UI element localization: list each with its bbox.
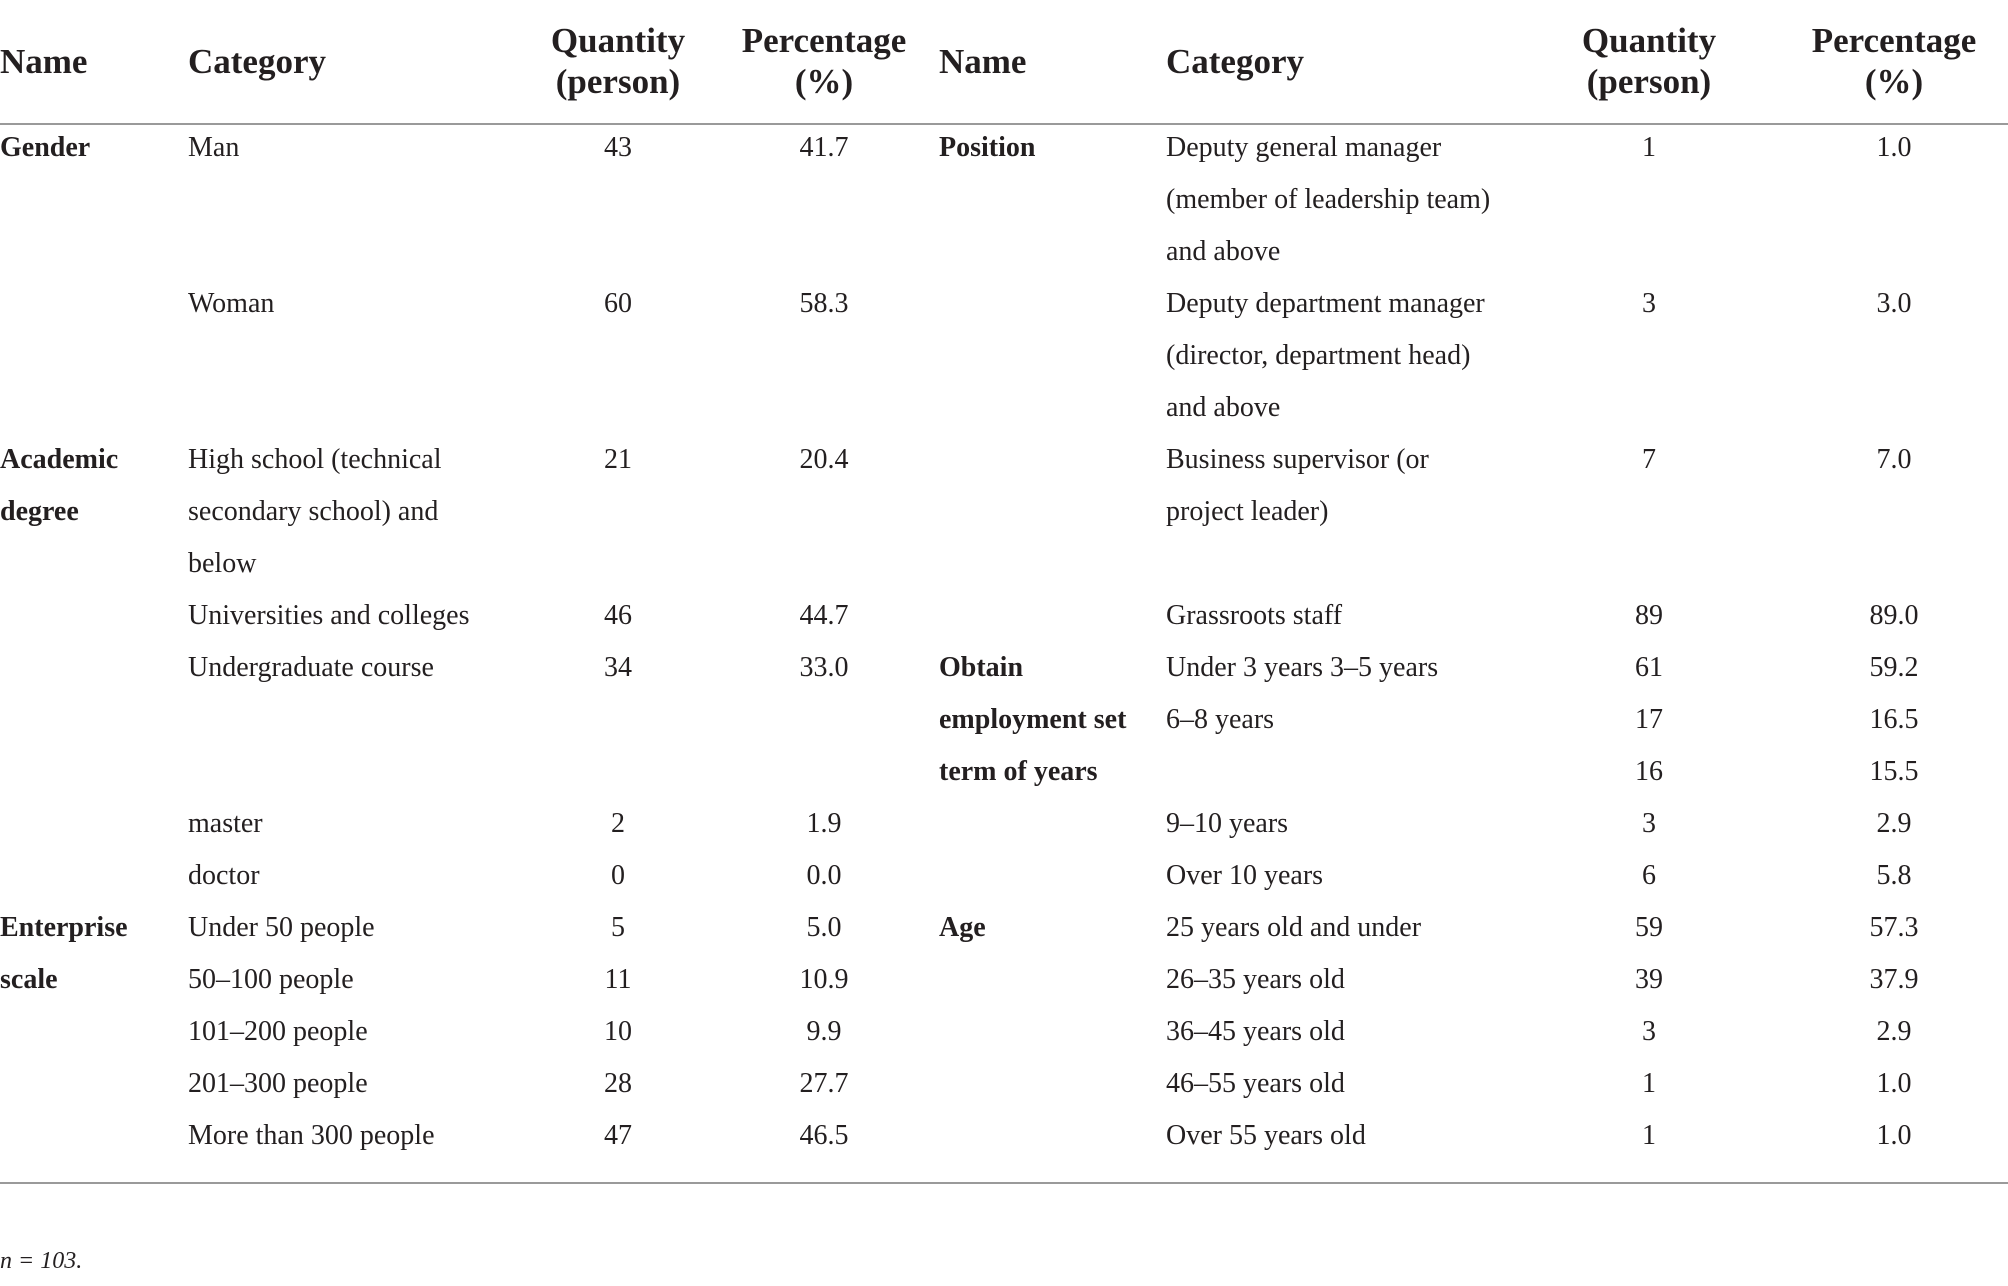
header-quantity-right xyxy=(1549,20,1749,102)
left-quantity-cell: 11 xyxy=(604,964,632,995)
left-category-cell: Universities and colleges xyxy=(188,600,470,631)
left-category-cell: 101–200 people xyxy=(188,1016,368,1047)
right-group-name: term of years xyxy=(939,756,1098,787)
header-percentage-left xyxy=(724,20,924,102)
right-category-cell: 36–45 years old xyxy=(1166,1016,1345,1047)
right-percentage-cell: 37.9 xyxy=(1869,964,1919,995)
left-quantity-cell: 21 xyxy=(604,444,632,475)
right-quantity-cell: 7 xyxy=(1642,444,1656,475)
header-percentage-right xyxy=(1780,20,2008,102)
left-quantity-cell: 34 xyxy=(604,652,632,683)
right-group-name: Age xyxy=(939,912,986,943)
right-percentage-cell: 1.0 xyxy=(1876,1068,1912,1099)
left-category-cell: secondary school) and xyxy=(188,496,439,527)
right-category-cell: Over 55 years old xyxy=(1166,1120,1366,1151)
left-quantity-cell: 46 xyxy=(604,600,632,631)
left-category-cell: 50–100 people xyxy=(188,964,354,995)
header-percentage-left-line1: Percentage xyxy=(741,21,907,60)
left-quantity-cell: 28 xyxy=(604,1068,632,1099)
right-percentage-cell: 2.9 xyxy=(1876,1016,1912,1047)
left-percentage-cell: 5.0 xyxy=(806,912,842,943)
left-percentage-cell: 58.3 xyxy=(799,288,849,319)
right-category-cell: and above xyxy=(1166,392,1281,423)
right-category-cell: and above xyxy=(1166,236,1281,267)
right-quantity-cell: 3 xyxy=(1642,288,1656,319)
left-percentage-cell: 9.9 xyxy=(806,1016,842,1047)
header-quantity-right-line1: Quantity xyxy=(1581,21,1717,60)
right-category-cell: 9–10 years xyxy=(1166,808,1289,839)
right-quantity-cell: 89 xyxy=(1635,600,1663,631)
right-quantity-cell: 39 xyxy=(1635,964,1663,995)
right-percentage-cell: 57.3 xyxy=(1869,912,1919,943)
right-percentage-cell: 7.0 xyxy=(1876,444,1912,475)
right-category-cell: 26–35 years old xyxy=(1166,964,1345,995)
left-category-cell: below xyxy=(188,548,257,579)
left-quantity-cell: 47 xyxy=(604,1120,632,1151)
left-quantity-cell: 5 xyxy=(611,912,625,943)
header-quantity-left-line1: Quantity xyxy=(550,21,686,60)
left-category-cell: Under 50 people xyxy=(188,912,375,943)
left-percentage-cell: 20.4 xyxy=(799,444,849,475)
right-group-name: employment set xyxy=(939,704,1127,735)
right-percentage-cell: 2.9 xyxy=(1876,808,1912,839)
right-quantity-cell: 59 xyxy=(1635,912,1663,943)
left-category-cell: Woman xyxy=(188,288,275,319)
left-group-name: Academic xyxy=(0,444,119,475)
left-category-cell: High school (technical xyxy=(188,444,442,475)
header-quantity-left-line2: (person) xyxy=(555,62,681,101)
right-category-cell: Under 3 years 3–5 years xyxy=(1166,652,1439,683)
header-name-right: Name xyxy=(939,42,1027,81)
right-percentage-cell: 59.2 xyxy=(1869,652,1919,683)
right-category-cell: 46–55 years old xyxy=(1166,1068,1345,1099)
left-percentage-cell: 0.0 xyxy=(806,860,842,891)
right-quantity-cell: 1 xyxy=(1642,1068,1656,1099)
right-quantity-cell: 17 xyxy=(1635,704,1663,735)
left-percentage-cell: 44.7 xyxy=(799,600,849,631)
right-quantity-cell: 6 xyxy=(1642,860,1656,891)
left-category-cell: doctor xyxy=(188,860,260,891)
right-group-name: Position xyxy=(939,132,1036,163)
right-category-cell: Business supervisor (or xyxy=(1166,444,1429,475)
left-percentage-cell: 10.9 xyxy=(799,964,849,995)
right-quantity-cell: 3 xyxy=(1642,808,1656,839)
right-percentage-cell: 3.0 xyxy=(1876,288,1912,319)
table-footnote: n = 103. xyxy=(0,1248,83,1274)
header-quantity-left xyxy=(518,20,718,102)
left-category-cell: More than 300 people xyxy=(188,1120,435,1151)
left-category-cell: Undergraduate course xyxy=(188,652,434,683)
bottom-rule xyxy=(0,1182,2008,1184)
right-quantity-cell: 16 xyxy=(1635,756,1663,787)
left-group-name: scale xyxy=(0,964,58,995)
right-percentage-cell: 16.5 xyxy=(1869,704,1919,735)
right-percentage-cell: 1.0 xyxy=(1876,132,1912,163)
right-category-cell: 6–8 years xyxy=(1166,704,1275,735)
left-quantity-cell: 0 xyxy=(611,860,625,891)
left-category-cell: 201–300 people xyxy=(188,1068,368,1099)
left-quantity-cell: 43 xyxy=(604,132,632,163)
left-percentage-cell: 33.0 xyxy=(799,652,849,683)
header-category-right: Category xyxy=(1166,42,1305,81)
header-name-left: Name xyxy=(0,42,88,81)
header-percentage-right-line1: Percentage xyxy=(1811,21,1977,60)
left-percentage-cell: 46.5 xyxy=(799,1120,849,1151)
left-category-cell: master xyxy=(188,808,263,839)
right-category-cell: Grassroots staff xyxy=(1166,600,1343,631)
right-group-name: Obtain xyxy=(939,652,1024,683)
left-quantity-cell: 2 xyxy=(611,808,625,839)
left-group-name: degree xyxy=(0,496,79,527)
right-quantity-cell: 1 xyxy=(1642,1120,1656,1151)
left-category-cell: Man xyxy=(188,132,240,163)
right-category-cell: (director, department head) xyxy=(1166,340,1471,371)
left-quantity-cell: 60 xyxy=(604,288,632,319)
right-percentage-cell: 15.5 xyxy=(1869,756,1919,787)
right-quantity-cell: 1 xyxy=(1642,132,1656,163)
right-category-cell: Over 10 years xyxy=(1166,860,1324,891)
right-percentage-cell: 1.0 xyxy=(1876,1120,1912,1151)
right-percentage-cell: 5.8 xyxy=(1876,860,1912,891)
right-category-cell: project leader) xyxy=(1166,496,1329,527)
header-percentage-right-line2: (%) xyxy=(1864,62,1924,101)
right-quantity-cell: 3 xyxy=(1642,1016,1656,1047)
left-quantity-cell: 10 xyxy=(604,1016,632,1047)
left-group-name: Gender xyxy=(0,132,91,163)
header-percentage-left-line2: (%) xyxy=(794,62,854,101)
right-percentage-cell: 89.0 xyxy=(1869,600,1919,631)
right-category-cell: Deputy general manager xyxy=(1166,132,1442,163)
right-quantity-cell: 61 xyxy=(1635,652,1663,683)
left-percentage-cell: 41.7 xyxy=(799,132,849,163)
left-percentage-cell: 1.9 xyxy=(806,808,842,839)
right-category-cell: Deputy department manager xyxy=(1166,288,1485,319)
header-category-left: Category xyxy=(188,42,327,81)
left-group-name: Enterprise xyxy=(0,912,128,943)
right-category-cell: 25 years old and under xyxy=(1166,912,1422,943)
header-quantity-right-line2: (person) xyxy=(1586,62,1712,101)
right-category-cell: (member of leadership team) xyxy=(1166,184,1491,215)
left-percentage-cell: 27.7 xyxy=(799,1068,849,1099)
